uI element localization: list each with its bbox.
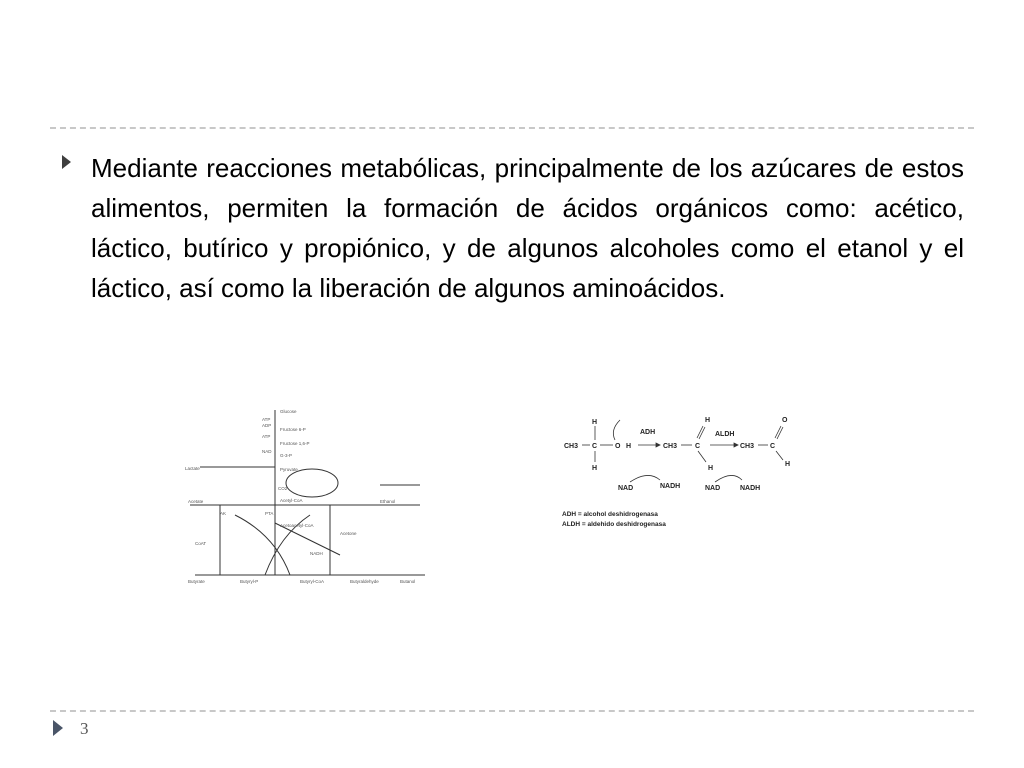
atom-label: H bbox=[592, 419, 598, 426]
metabolic-pathway-diagram bbox=[180, 405, 430, 590]
svg-text:ATP: ATP bbox=[262, 434, 271, 439]
svg-text:AK: AK bbox=[220, 511, 227, 516]
svg-text:Acetate: Acetate bbox=[188, 499, 204, 504]
svg-text:Butyraldehyde: Butyraldehyde bbox=[350, 579, 379, 584]
svg-text:CO2: CO2 bbox=[278, 486, 288, 491]
chain-label: O bbox=[615, 443, 621, 450]
cofactor-label: NADH bbox=[740, 485, 761, 492]
svg-text:Glucose: Glucose bbox=[280, 409, 297, 414]
chain-label: CH3 bbox=[740, 443, 755, 450]
chain-label: CH3 bbox=[663, 443, 678, 450]
svg-text:ATP: ATP bbox=[262, 417, 271, 422]
page-number: 3 bbox=[80, 719, 89, 738]
atom-label: H bbox=[785, 461, 791, 468]
chain-label: CH3 bbox=[564, 443, 579, 450]
svg-text:Butyrate: Butyrate bbox=[188, 579, 205, 584]
svg-text:Fructose 1,6-P: Fructose 1,6-P bbox=[280, 441, 310, 446]
legend-line: ALDH = aldehido deshidrogenasa bbox=[562, 521, 666, 528]
svg-text:Acetyl-CoA: Acetyl-CoA bbox=[280, 498, 303, 503]
oxidation-scheme bbox=[560, 410, 800, 540]
svg-text:PTA: PTA bbox=[265, 511, 274, 516]
chain-label: H bbox=[626, 443, 632, 450]
chain-label: C bbox=[695, 443, 701, 450]
svg-text:Butyryl-P: Butyryl-P bbox=[240, 579, 259, 584]
cofactor-label: NAD bbox=[705, 485, 721, 492]
cofactor-label: NAD bbox=[618, 485, 634, 492]
atom-label: H bbox=[592, 465, 598, 472]
chain-label: C bbox=[592, 443, 598, 450]
svg-text:CoAT: CoAT bbox=[195, 541, 207, 546]
atom-label: O bbox=[782, 417, 788, 424]
svg-text:Pyruvate: Pyruvate bbox=[280, 467, 298, 472]
svg-text:NAD: NAD bbox=[262, 449, 272, 454]
svg-text:Acetoacetyl-CoA: Acetoacetyl-CoA bbox=[280, 523, 314, 528]
enzyme-label: ADH bbox=[640, 429, 656, 436]
triangle-bullet-icon bbox=[62, 155, 71, 169]
atom-label: H bbox=[705, 417, 711, 424]
pathway-diagram-image bbox=[180, 405, 430, 590]
svg-text:G-3-P: G-3-P bbox=[280, 453, 293, 458]
svg-text:Acetone: Acetone bbox=[340, 531, 357, 536]
top-divider bbox=[50, 127, 974, 129]
enzyme-label: ALDH bbox=[715, 431, 735, 438]
svg-text:Lactate: Lactate bbox=[185, 466, 200, 471]
atom-label: H bbox=[708, 465, 714, 472]
svg-text:Ethanol: Ethanol bbox=[380, 499, 396, 504]
bullet-text: Mediante reacciones metabólicas, principalmente de los azúcares de estos alimentos, permiten la formación de ácidos orgánicos como: acético, láctico, butírico y propiónico, y de algunos alcoholes como el etanol y el láctico, así como la liberación de algunos aminoácidos. bbox=[91, 153, 964, 303]
chain-label: C bbox=[770, 443, 776, 450]
bottom-divider bbox=[50, 710, 974, 712]
svg-text:Butyryl-CoA: Butyryl-CoA bbox=[300, 579, 325, 584]
svg-text:ADP: ADP bbox=[262, 423, 272, 428]
cofactor-label: NADH bbox=[660, 483, 681, 490]
svg-text:NADH: NADH bbox=[310, 551, 323, 556]
svg-text:Butanol: Butanol bbox=[400, 579, 416, 584]
svg-text:Fructose 6-P: Fructose 6-P bbox=[280, 427, 306, 432]
legend-line: ADH = alcohol deshidrogenasa bbox=[562, 511, 658, 518]
footer-triangle-icon bbox=[53, 720, 63, 736]
ethanol-oxidation-diagram bbox=[560, 410, 800, 540]
